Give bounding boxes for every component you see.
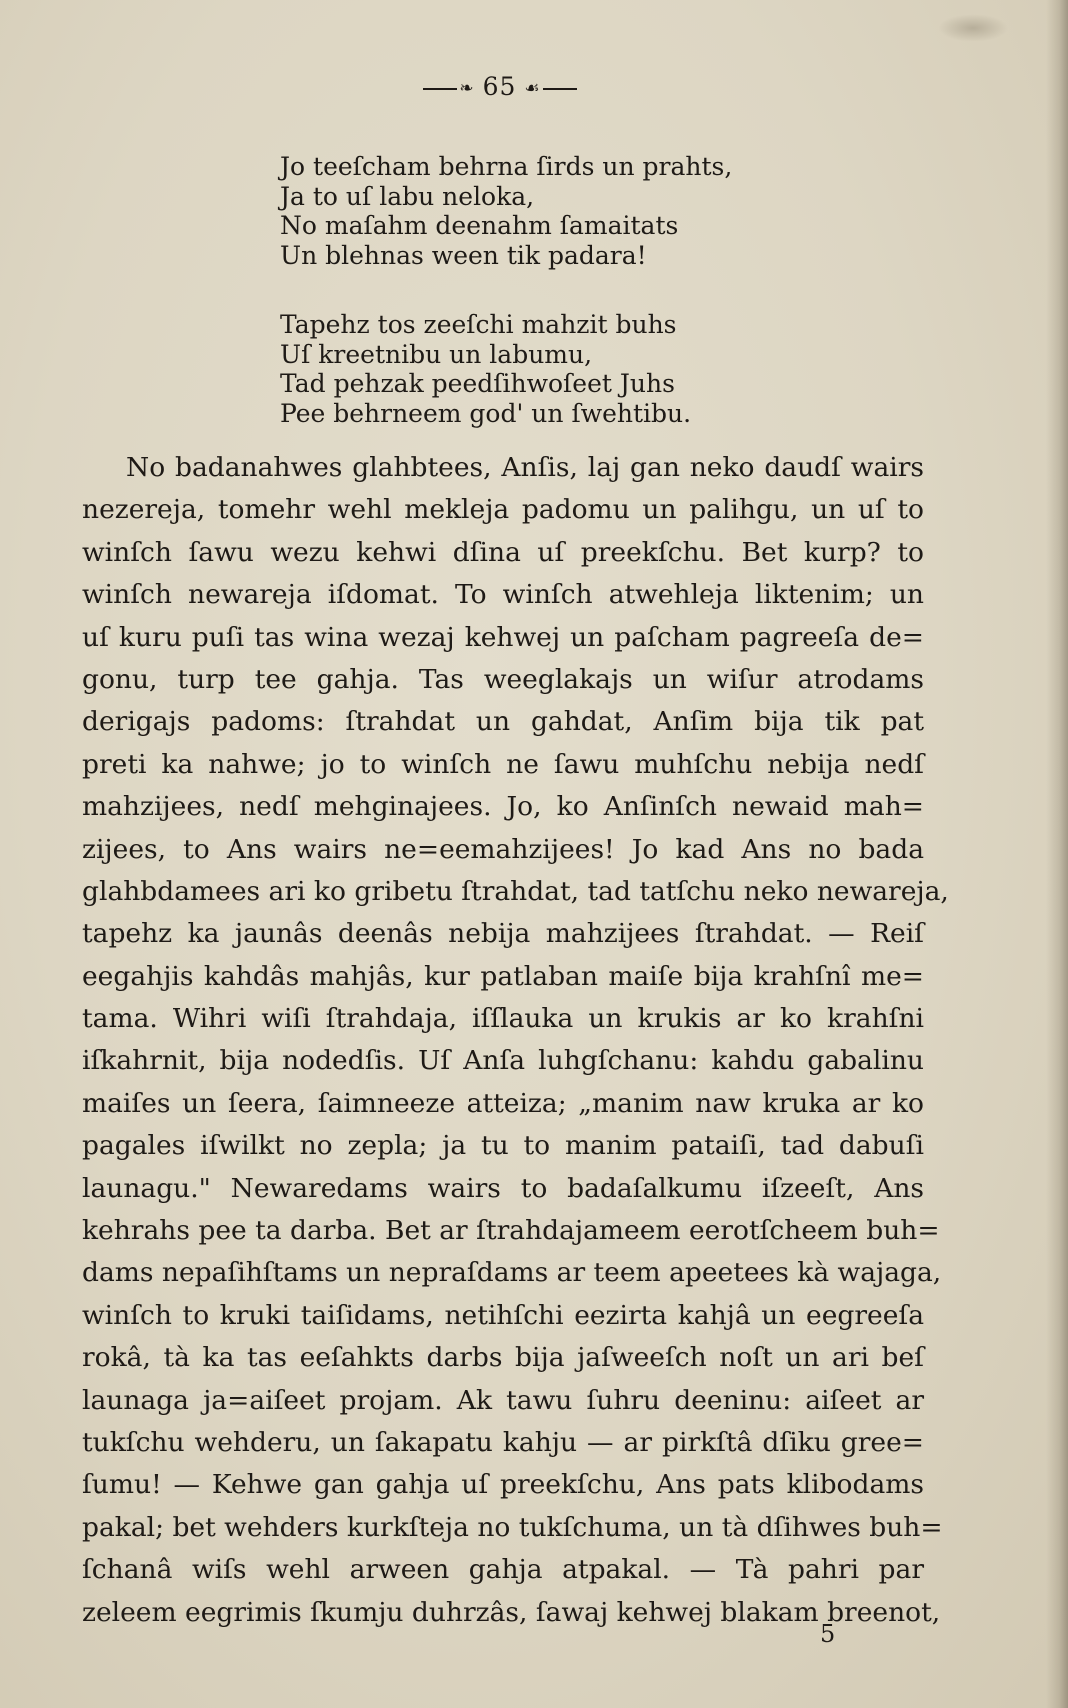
poem-line: Tapehz tos zeeſchi mahzit buhs: [280, 310, 677, 339]
prose-line: zijees, to Ans wairs ne=eemahzijees! Jo kad Ans no bada: [82, 833, 924, 865]
prose-line: winſch newareja iſdomat. To winſch atwehleja liktenim; un: [82, 579, 924, 611]
prose-line: launagu." Newaredams wairs to badaſalkumu iſzeeſt, Ans: [82, 1172, 924, 1204]
prose-line: gonu, turp tee gahja. Tas weeglakajs un wiſur atrodams: [82, 663, 924, 695]
page-edge-shadow: [1046, 0, 1068, 1708]
prose-line: nezereja, tomehr wehl mekleja padomu un palihgu, un uſ to: [82, 494, 924, 526]
prose-line: kehrahs pee ta darba. Bet ar ſtrahdajameem eerotſcheem buh=: [82, 1215, 940, 1247]
prose-line: dams nepaſihſtams un nepraſdams ar teem apeetees kà wajaga,: [82, 1257, 942, 1289]
prose-line: eegahjis kahdâs mahjâs, kur patlaban maiſe bija krahſnî me=: [82, 960, 924, 992]
poem-line: Uſ kreetnibu un labumu,: [280, 339, 593, 369]
page-number: 65: [482, 72, 517, 101]
prose-line: pagales iſwilkt no zepla; ja tu to manim pataiſi, tad dabuſi: [82, 1130, 924, 1162]
prose-line: pakal; bet wehders kurkſteja no tukſchuma, un tà dſihwes buh=: [82, 1511, 943, 1543]
prose-line: tapehz ka jaunâs deenâs nebija mahzijees ſtrahdat. — Reiſ: [82, 918, 924, 950]
prose-line: rokâ, tà ka tas eeſahkts darbs bija jaſweeſch noſt un ari beſ: [82, 1342, 924, 1374]
prose-line: iſkahrnit, bija nodedſis. Uſ Anſa luhgſchanu: kahdu gabalinu: [82, 1045, 924, 1077]
prose-line: derigajs padoms: ſtrahdat un gahdat, Anſim bija tik pat: [82, 706, 924, 738]
header-rule-right: [543, 88, 577, 90]
header-rule-left: [423, 88, 457, 90]
poem-line: Un blehnas ween tik padara!: [280, 240, 647, 270]
prose-line: maiſes un ſeera, ſaimneeze atteiza; „manim naw kruka ar ko: [82, 1087, 924, 1119]
prose-line: winſch ſawu wezu kehwi dſina uſ preekſchu. Bet kurp? to: [82, 536, 924, 568]
prose-paragraph: [82, 447, 949, 1634]
prose-line: No badanahwes glahbtees, Anſis, laj gan neko daudſ wairs: [126, 452, 924, 483]
poem-line: Pee behrneem god' un ſwehtibu.: [280, 398, 692, 428]
prose-line: launaga ja=aiſeet projam. Ak tawu ſuhru deeninu: aiſeet ar: [82, 1384, 924, 1416]
poem-line: No maſahm deenahm ſamaitats: [280, 211, 679, 240]
prose-line: zeleem eegrimis ſkumju duhrzâs, ſawaj kehwej blakam breenot,: [82, 1596, 941, 1628]
prose-line: tukſchu wehderu, un ſakapatu kahju — ar pirkſtâ dſiku gree=: [82, 1426, 924, 1458]
prose-line: tama. Wihri wiſi ſtrahdaja, iſſlauka un krukis ar ko krahſni: [82, 1003, 924, 1035]
prose-line: winſch to kruki taiſidams, netihſchi eezirta kahjâ un eegreeſa: [82, 1299, 924, 1331]
page-header: [0, 72, 1000, 101]
poem: [280, 152, 980, 468]
prose-line: glahbdamees ari ko gribetu ſtrahdat, tad tatſchu neko newareja,: [82, 875, 949, 907]
header-ornament-right: ☙: [524, 78, 541, 99]
poem-stanza-2: [280, 310, 980, 428]
poem-line: Tad pehzak peedſihwoſeet Juhs: [280, 369, 675, 398]
prose-line: uſ kuru puſi tas wina wezaj kehwej un paſcham pagreeſa de=: [82, 621, 924, 653]
poem-stanza-1: [280, 152, 980, 270]
prose-line: preti ka nahwe; jo to winſch ne ſawu muhſchu nebija nedſ: [82, 748, 924, 780]
page-stain: [938, 14, 1008, 42]
poem-line: Ja to uſ labu neloka,: [280, 181, 535, 211]
prose-line: ſumu! — Kehwe gan gahja uſ preekſchu, Ans pats klibodams: [82, 1469, 924, 1501]
prose-line: ſchanâ wiſs wehl arween gahja atpakal. — Tà pahri par: [82, 1554, 924, 1586]
prose-line: mahzijees, nedſ mehginajees. Jo, ko Anſinſch newaid mah=: [82, 791, 924, 823]
poem-line: Jo teeſcham behrna ſirds un prahts,: [280, 152, 733, 181]
signature-mark: 5: [820, 1620, 836, 1648]
header-ornament-left: ❧: [459, 78, 475, 99]
